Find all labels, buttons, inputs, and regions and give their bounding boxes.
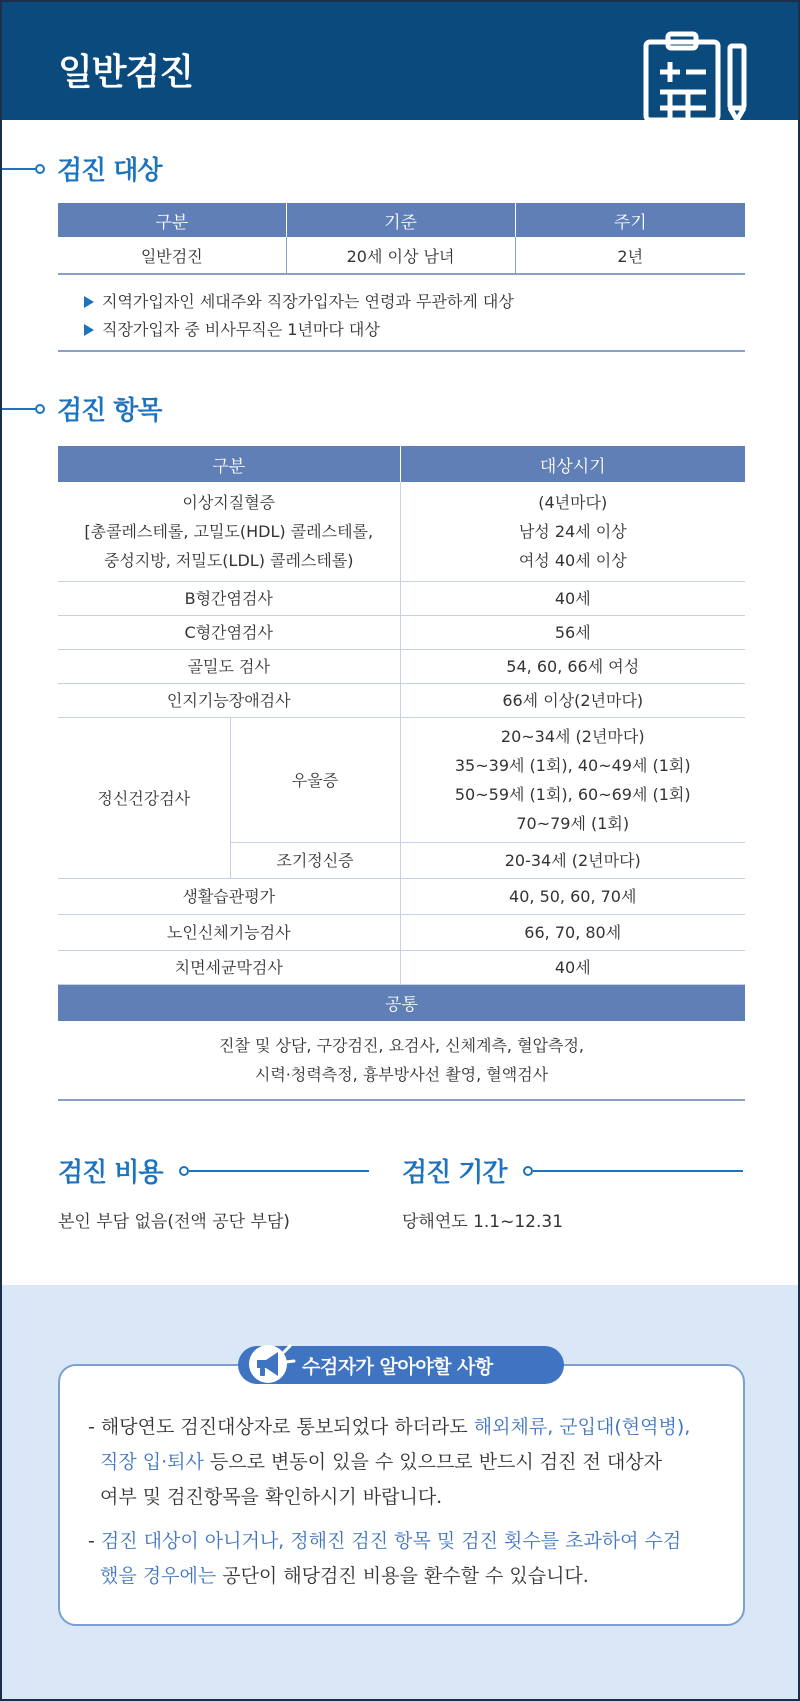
- page-header: [0, 0, 800, 120]
- table-row: [58, 684, 745, 718]
- megaphone-icon: [246, 1340, 298, 1384]
- table-cell: 인지기능장애검사: [58, 684, 400, 718]
- table-row: [58, 718, 745, 843]
- column-header: 기준: [286, 203, 515, 237]
- section-heading-target: 검진 대상: [0, 150, 162, 187]
- notice-title-pill: [238, 1346, 564, 1384]
- table-cell: 40세: [400, 582, 745, 616]
- table-cell: 생활습관평가: [58, 879, 400, 915]
- column-header: 대상시기: [400, 446, 745, 482]
- list-item: 직장가입자 중 비사무직은 1년마다 대상: [84, 316, 514, 344]
- column-header: 주기: [515, 203, 745, 237]
- table-cell: 정신건강검사: [58, 718, 230, 879]
- table-header-row: [58, 446, 745, 482]
- divider: [58, 350, 745, 352]
- table-cell: 54, 60, 66세 여성: [400, 650, 745, 684]
- table-cell: 골밀도 검사: [58, 650, 400, 684]
- column-header: 구분: [58, 203, 286, 237]
- target-notes: [84, 288, 514, 344]
- page-title: 일반검진: [58, 52, 194, 93]
- table-row: [58, 582, 745, 616]
- notice-title: 수검자가 알아야할 사항: [302, 1355, 493, 1378]
- clipboard-pen-icon: [640, 28, 760, 120]
- items-table: [58, 446, 745, 1101]
- table-row: [58, 915, 745, 951]
- table-cell: 2년: [515, 237, 745, 274]
- table-cell: 20~34세 (2년마다) 35~39세 (1회), 40~49세 (1회) 50~59세 (1회), 60~69세 (1회) 70~79세 (1회): [400, 718, 745, 843]
- table-cell: B형간염검사: [58, 582, 400, 616]
- table-cell: 일반검진: [58, 237, 286, 274]
- list-item: 지역가입자인 세대주와 직장가입자는 연령과 무관하게 대상: [84, 288, 514, 316]
- section-heading-period: 검진 기간: [402, 1152, 743, 1189]
- table-row: [58, 650, 745, 684]
- table-cell: 66세 이상(2년마다): [400, 684, 745, 718]
- table-header-row: [58, 985, 745, 1021]
- common-header: 공통: [58, 985, 745, 1021]
- table-header-row: [58, 203, 745, 237]
- table-row: [58, 951, 745, 985]
- table-cell: 우울증: [230, 718, 400, 843]
- column-header: 구분: [58, 446, 400, 482]
- cost-text: 본인 부담 없음(전액 공단 부담): [58, 1212, 290, 1232]
- table-cell: 20세 이상 남녀: [286, 237, 515, 274]
- table-cell: 40세: [400, 951, 745, 985]
- period-text: 당해연도 1.1~12.31: [402, 1212, 564, 1232]
- table-cell: 40, 50, 60, 70세: [400, 879, 745, 915]
- table-cell: 진찰 및 상담, 구강검진, 요검사, 신체계측, 혈압측정, 시력·청력측정, 흉부방사선 촬영, 혈액검사: [58, 1021, 745, 1100]
- table-cell: 이상지질혈증 [총콜레스테롤, 고밀도(HDL) 콜레스테롤, 중성지방, 저밀도(LDL) 콜레스테롤): [58, 482, 400, 582]
- table-row: [58, 482, 745, 582]
- triangle-bullet-icon: [84, 296, 94, 308]
- section-heading-items: 검진 항목: [0, 390, 162, 427]
- table-cell: 조기정신증: [230, 843, 400, 879]
- table-row: [58, 1021, 745, 1100]
- table-row: [58, 237, 745, 274]
- table-cell: 치면세균막검사: [58, 951, 400, 985]
- table-row: [58, 616, 745, 650]
- table-cell: 56세: [400, 616, 745, 650]
- triangle-bullet-icon: [84, 324, 94, 336]
- target-table: [58, 203, 745, 275]
- section-heading-cost: 검진 비용: [58, 1152, 369, 1189]
- table-cell: (4년마다) 남성 24세 이상 여성 40세 이상: [400, 482, 745, 582]
- table-cell: 노인신체기능검사: [58, 915, 400, 951]
- notice-item: - 해당연도 검진대상자로 통보되었다 하더라도 해외체류, 군입대(현역병), 직장 입·퇴사 등으로 변동이 있을 수 있으므로 반드시 검진 전 대상자 여부 및 검진항목을 확인하시기 바랍니다.: [88, 1416, 691, 1508]
- table-cell: 66, 70, 80세: [400, 915, 745, 951]
- table-cell: 20-34세 (2년마다): [400, 843, 745, 879]
- notice-item: - 검진 대상이 아니거나, 정해진 검진 항목 및 검진 횟수를 초과하여 수검 했을 경우에는 공단이 해당검진 비용을 환수할 수 있습니다.: [88, 1530, 682, 1587]
- table-cell: C형간염검사: [58, 616, 400, 650]
- table-row: [58, 879, 745, 915]
